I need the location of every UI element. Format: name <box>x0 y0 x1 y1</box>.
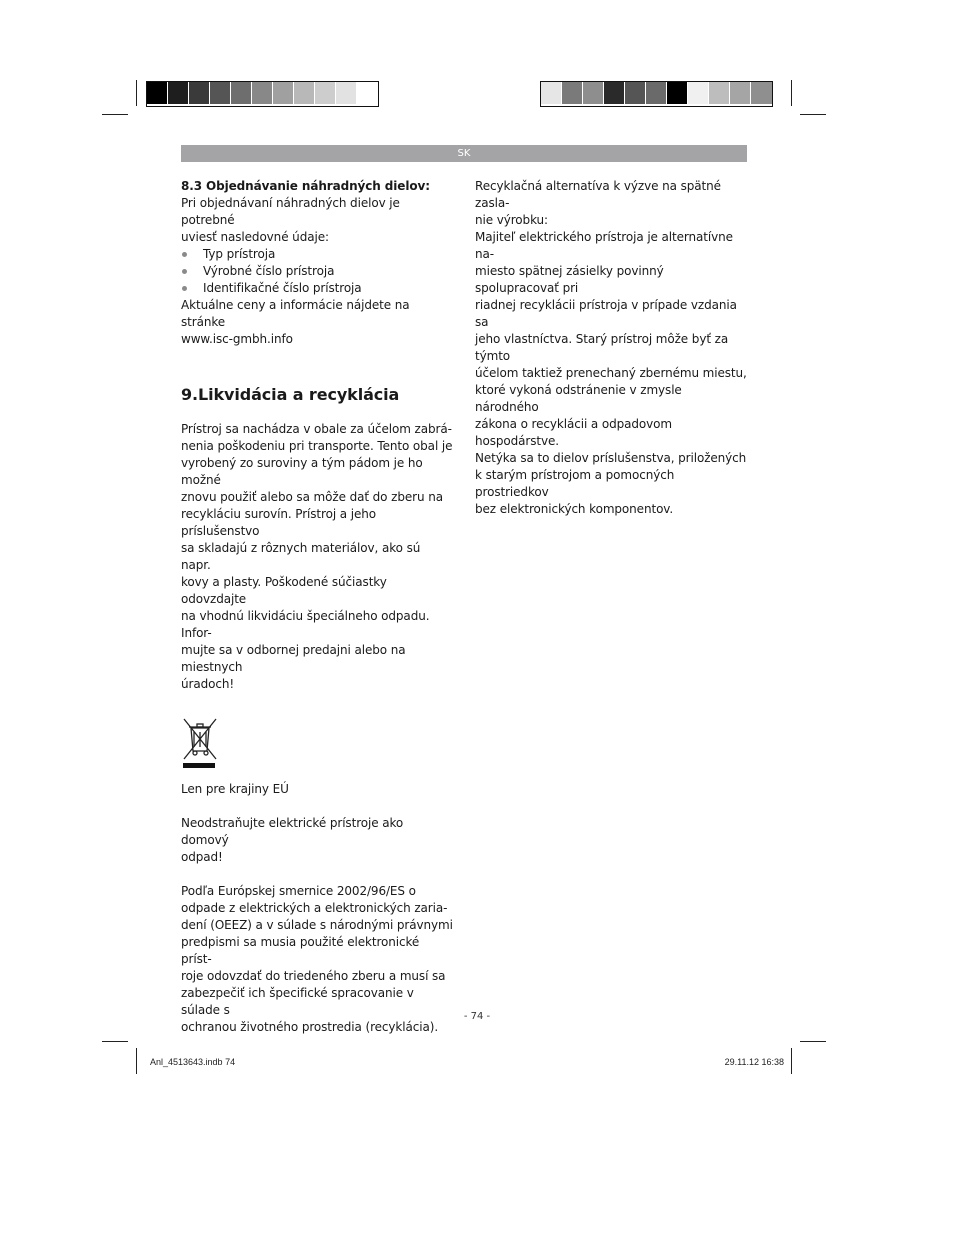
list-item: Typ prístroja <box>181 246 453 263</box>
language-header-bar <box>181 145 747 162</box>
color-swatch <box>730 82 751 104</box>
text-line: predpismi sa musia použité elektronické príst- <box>181 935 420 966</box>
text-line: Podľa Európskej smernice 2002/96/ES o <box>181 884 416 898</box>
crop-mark <box>791 1048 792 1074</box>
text-line: zákona o recyklácii a odpadovom hospodárstve. <box>475 417 673 448</box>
text-line: riadnej recyklácii prístroja v prípade vzdania sa <box>475 298 737 329</box>
text-line: kovy a plasty. Poškodené súčiastky odovzdajte <box>181 575 387 606</box>
color-swatch <box>252 82 273 104</box>
crop-mark <box>136 1048 137 1074</box>
section-heading-9: 9.Likvidácia a recyklácia <box>181 385 400 404</box>
text-line: recykláciu surovín. Prístroj a jeho príslušenstvo <box>181 507 377 538</box>
text-line: Prístroj sa nachádza v obale za účelom zabrá- <box>181 422 452 436</box>
color-swatch <box>357 82 378 104</box>
text-line: Netýka sa to dielov príslušenstva, priložených <box>475 451 747 465</box>
text-line: nenia poškodeniu pri transporte. Tento obal je <box>181 439 453 453</box>
color-swatch <box>231 82 252 104</box>
crop-mark <box>102 114 128 115</box>
left-column <box>181 178 453 1036</box>
text-line: bez elektronických komponentov. <box>475 502 674 516</box>
website-link[interactable]: www.isc-gmbh.info <box>181 332 293 346</box>
text-line: Majiteľ elektrického prístroja je alternatívne na- <box>475 230 733 261</box>
section-heading-8-3: 8.3 Objednávanie náhradných dielov: <box>181 179 430 193</box>
color-swatch <box>667 82 688 104</box>
color-swatch <box>294 82 315 104</box>
color-swatch <box>315 82 336 104</box>
crop-mark <box>800 114 826 115</box>
required-info-list <box>181 246 453 297</box>
color-swatch <box>604 82 625 104</box>
color-calibration-bar-left <box>146 81 379 107</box>
color-swatch <box>625 82 646 104</box>
color-swatch <box>583 82 604 104</box>
text-line: odpad! <box>181 850 223 864</box>
color-swatch <box>646 82 667 104</box>
text-line: jeho vlastníctva. Starý prístroj môže byť za týmto <box>475 332 729 363</box>
color-swatch <box>147 82 168 104</box>
text-line: nie výrobku: <box>475 213 548 227</box>
page-number: - 74 - <box>463 1011 491 1022</box>
color-swatch <box>562 82 583 104</box>
list-item: Výrobné číslo prístroja <box>181 263 453 280</box>
text-line: na vhodnú likvidáciu špeciálneho odpadu. Infor- <box>181 609 430 640</box>
color-swatch <box>189 82 210 104</box>
text-line: uviesť nasledovné údaje: <box>181 230 329 244</box>
color-swatch <box>210 82 231 104</box>
disposal-paragraph <box>181 421 453 693</box>
text-line: Recyklačná alternatíva k výzve na spätné zasla- <box>475 179 721 210</box>
text-line: ochranou životného prostredia (recyklácia). <box>181 1020 439 1034</box>
crop-mark <box>791 80 792 106</box>
text-line: znovu použiť alebo sa môže dať do zberu na <box>181 490 443 504</box>
footer-timestamp: 29.11.12 16:38 <box>724 1057 784 1067</box>
text-line: zabezpečiť ich špecifické spracovanie v súlade s <box>181 986 414 1017</box>
text-line: ktoré vykoná odstránenie v zmysle národného <box>475 383 682 414</box>
text-line: účelom taktiež prenechaný zbernému miestu, <box>475 366 747 380</box>
text-line: Pri objednávaní náhradných dielov je potrebné <box>181 196 400 227</box>
color-swatch <box>273 82 294 104</box>
text-line: vyrobený zo suroviny a tým pádom je ho možné <box>181 456 423 487</box>
color-swatch <box>751 82 772 104</box>
text-line: miesto spätnej zásielky povinný spolupracovať pri <box>475 264 664 295</box>
color-swatch <box>336 82 357 104</box>
color-swatch <box>688 82 709 104</box>
crop-mark <box>136 80 137 106</box>
text-line: mujte sa v odbornej predajni alebo na miestnych <box>181 643 406 674</box>
text-line: dení (OEEZ) a v súlade s národnými právnymi <box>181 918 453 932</box>
crossed-out-wheelie-bin-icon <box>181 717 221 773</box>
text-line: odpade z elektrických a elektronických zaria- <box>181 901 448 915</box>
text-line: roje odovzdať do triedeného zberu a musí sa <box>181 969 446 983</box>
color-swatch <box>168 82 189 104</box>
crop-mark <box>800 1041 826 1042</box>
color-calibration-bar-right <box>540 81 773 107</box>
footer-file-info: Anl_4513643.indb 74 <box>150 1057 236 1067</box>
text-line: Neodstraňujte elektrické prístroje ako domový <box>181 816 404 847</box>
crop-mark <box>102 1041 128 1042</box>
text-line: úradoch! <box>181 677 235 691</box>
list-item: Identifikačné číslo prístroja <box>181 280 453 297</box>
text-line: sa skladajú z rôznych materiálov, ako sú napr. <box>181 541 421 572</box>
color-swatch <box>709 82 730 104</box>
text-line: Aktuálne ceny a informácie nájdete na stránke <box>181 298 410 329</box>
eu-only-note: Len pre krajiny EÚ <box>181 782 289 796</box>
text-line: k starým prístrojom a pomocných prostriedkov <box>475 468 675 499</box>
color-swatch <box>541 82 562 104</box>
right-column <box>475 178 749 518</box>
language-code: SK <box>457 148 471 159</box>
